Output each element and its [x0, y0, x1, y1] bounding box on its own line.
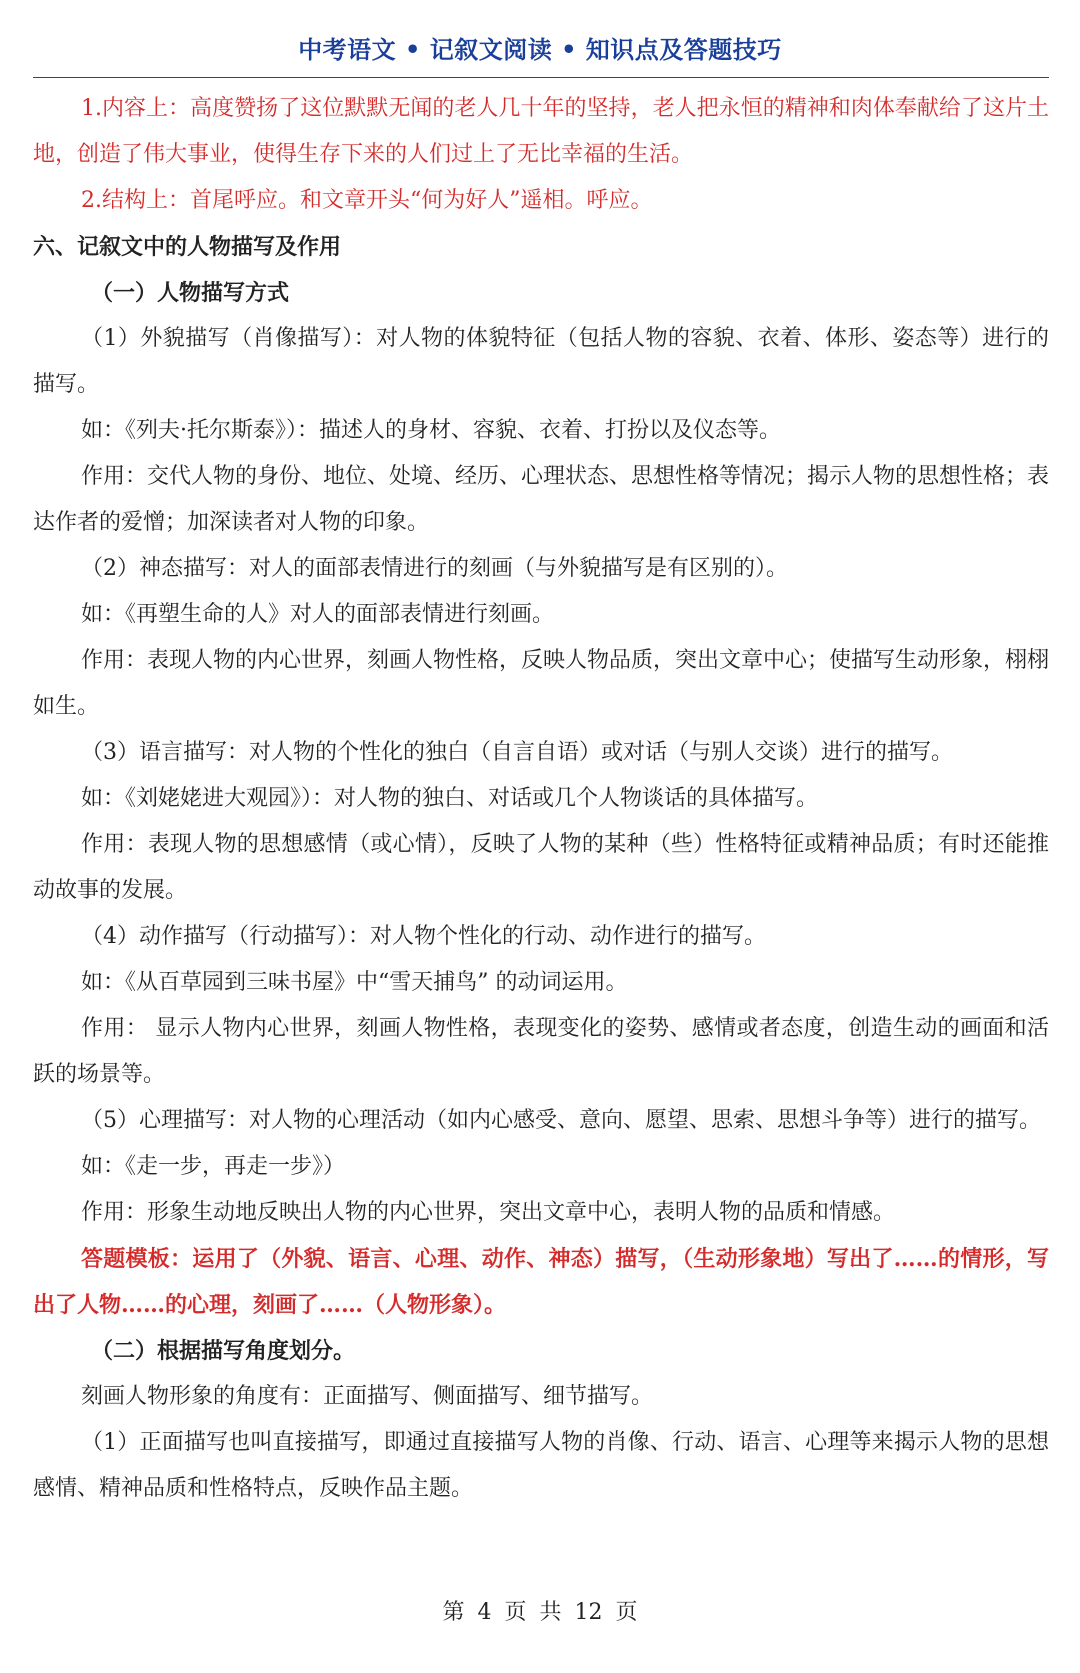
method-1-effect: 作用：交代人物的身份、地位、处境、经历、心理状态、思想性格等情况；揭示人物的思想性格；表达作者的爱憎；加深读者对人物的印象。 [33, 464, 1050, 535]
method-1-definition: （1）外貌描写（肖像描写）：对人物的体貌特征（包括人物的容貌、衣着、体形、姿态等）进行的描写。 [33, 326, 1049, 397]
method-1-example: 如：《列夫·托尔斯泰》）：描述人的身材、容貌、衣着、打扮以及仪态等。 [81, 418, 781, 443]
front-description: （1）正面描写也叫直接描写，即通过直接描写人物的肖像、行动、语言、心理等来揭示人物的思想感情、精神品质和性格特点，反映作品主题。 [33, 1430, 1049, 1501]
description-angles: 刻画人物形象的角度有：正面描写、侧面描写、细节描写。 [81, 1384, 654, 1409]
method-5-definition: （5）心理描写：对人物的心理活动（如内心感受、意向、愿望、思索、思想斗争等）进行的描写。 [81, 1108, 1042, 1133]
method-5-example: 如：《走一步，再走一步》） [81, 1154, 346, 1179]
method-2-effect: 作用：表现人物的内心世界，刻画人物性格，反映人物品质，突出文章中心；使描写生动形象，栩栩如生。 [33, 648, 1050, 719]
answer-template: 答题模板：运用了（外貌、语言、心理、动作、神态）描写，（生动形象地）写出了……的情形，写出了人物……的心理，刻画了……（人物形象）。 [33, 1246, 1049, 1318]
intro-content-point: 1.内容上：高度赞扬了这位默默无闻的老人几十年的坚持，老人把永恒的精神和肉体奉献给了这片土地，创造了伟大事业，使得生存下来的人们过上了无比幸福的生活。 [33, 96, 1049, 167]
method-5-effect: 作用：形象生动地反映出人物的内心世界，突出文章中心，表明人物的品质和情感。 [81, 1200, 896, 1225]
method-4-definition: （4）动作描写（行动描写）：对人物个性化的行动、动作进行的描写。 [81, 924, 766, 949]
section-heading: 六、记叙文中的人物描写及作用 [33, 234, 342, 260]
method-2-definition: （2）神态描写：对人的面部表情进行的刻画（与外貌描写是有区别的）。 [81, 556, 788, 581]
method-3-example: 如：《刘姥姥进大观园》）：对人物的独白、对话或几个人物谈话的具体描写。 [81, 786, 819, 811]
page-number-footer: 第 4 页 共 12 页 [442, 1600, 638, 1625]
method-4-effect: 作用： 显示人物内心世界，刻画人物性格，表现变化的姿势、感情或者态度，创造生动的画面和活跃的场景等。 [33, 1016, 1049, 1087]
method-4-example: 如：《从百草园到三味书屋》中“雪天捕鸟” 的动词运用。 [81, 970, 628, 995]
intro-structure-point: 2.结构上：首尾呼应。和文章开头“何为好人”遥相。呼应。 [81, 188, 653, 213]
method-3-definition: （3）语言描写：对人物的个性化的独白（自言自语）或对话（与别人交谈）进行的描写。 [81, 740, 954, 765]
subsection-heading-1: （一）人物描写方式 [91, 280, 290, 306]
subsection-heading-2: （二）根据描写角度划分。 [91, 1338, 356, 1364]
method-2-example: 如：《再塑生命的人》对人的面部表情进行刻画。 [81, 602, 555, 627]
method-3-effect: 作用：表现人物的思想感情（或心情），反映了人物的某种（些）性格特征或精神品质；有时还能推动故事的发展。 [33, 832, 1049, 903]
header-divider [33, 77, 1049, 78]
page-header-title: 中考语文 • 记叙文阅读 • 知识点及答题技巧 [298, 35, 782, 64]
document-body [33, 86, 1049, 1512]
